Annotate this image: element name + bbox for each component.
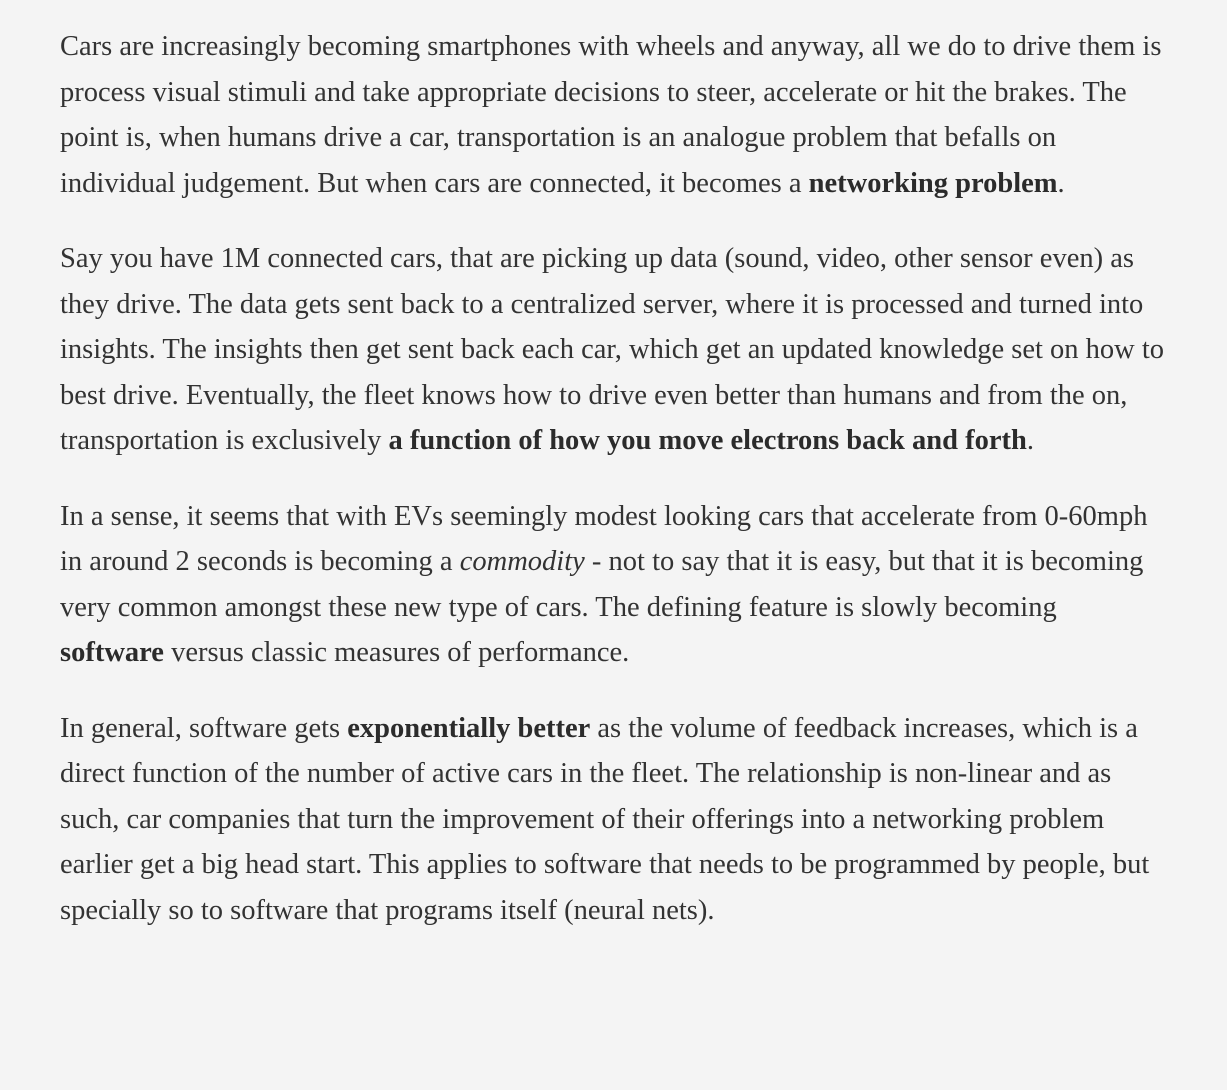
bold-phrase-electrons: a function of how you move electrons back and forth <box>388 425 1027 456</box>
paragraph-text: In general, software gets <box>60 712 348 744</box>
bold-phrase-networking-problem: networking problem <box>808 167 1058 199</box>
paragraph-text: . <box>1026 425 1034 456</box>
paragraph-text: . <box>1057 167 1065 199</box>
paragraph-text: In a sense, it seems that with EVs seemingly modest looking cars that accelerate from 0-60mph in around 2 seconds is becoming a <box>60 500 1148 577</box>
paragraph-commodity <box>60 494 1167 676</box>
paragraph-text: versus classic measures of performance. <box>163 637 630 668</box>
paragraph-software-feedback <box>60 706 1167 934</box>
paragraph-text: Say you have 1M connected cars, that are picking up data (sound, video, other sensor even) as they drive. The data gets sent back to a centralized server, where it is processed and turned into insights. The insights then get sent back each car, which get an updated knowledge set on how to best drive. Eventually, the fleet knows how to drive even better than humans and from the on, transportation is exclusively <box>60 243 1165 456</box>
paragraph-connected-cars <box>60 24 1167 206</box>
paragraph-text: as the volume of feedback increases, which is a direct function of the number of active cars in the fleet. The relationship is non-linear and as such, car companies that turn the improvement of their offerings into a networking problem earlier get a big head start. This applies to software that needs to be programmed by people, but specially so to software that programs itself (neural nets). <box>60 712 1150 926</box>
bold-phrase-software: software <box>60 637 164 668</box>
paragraph-text: Cars are increasingly becoming smartphones with wheels and anyway, all we do to drive them is process visual stimuli and take appropriate decisions to steer, accelerate or hit the brakes. The point is, when humans drive a car, transportation is an analogue problem that befalls on individual judgement. But when cars are connected, it becomes a <box>60 31 1162 199</box>
bold-phrase-exponentially-better: exponentially better <box>347 712 591 744</box>
paragraph-text: - not to say that it is easy, but that it is becoming very common amongst these new type of cars. The defining feature is slowly becoming <box>60 546 1144 623</box>
article-body <box>60 24 1167 933</box>
italic-phrase-commodity: commodity <box>459 546 585 577</box>
paragraph-fleet-data <box>60 236 1167 464</box>
